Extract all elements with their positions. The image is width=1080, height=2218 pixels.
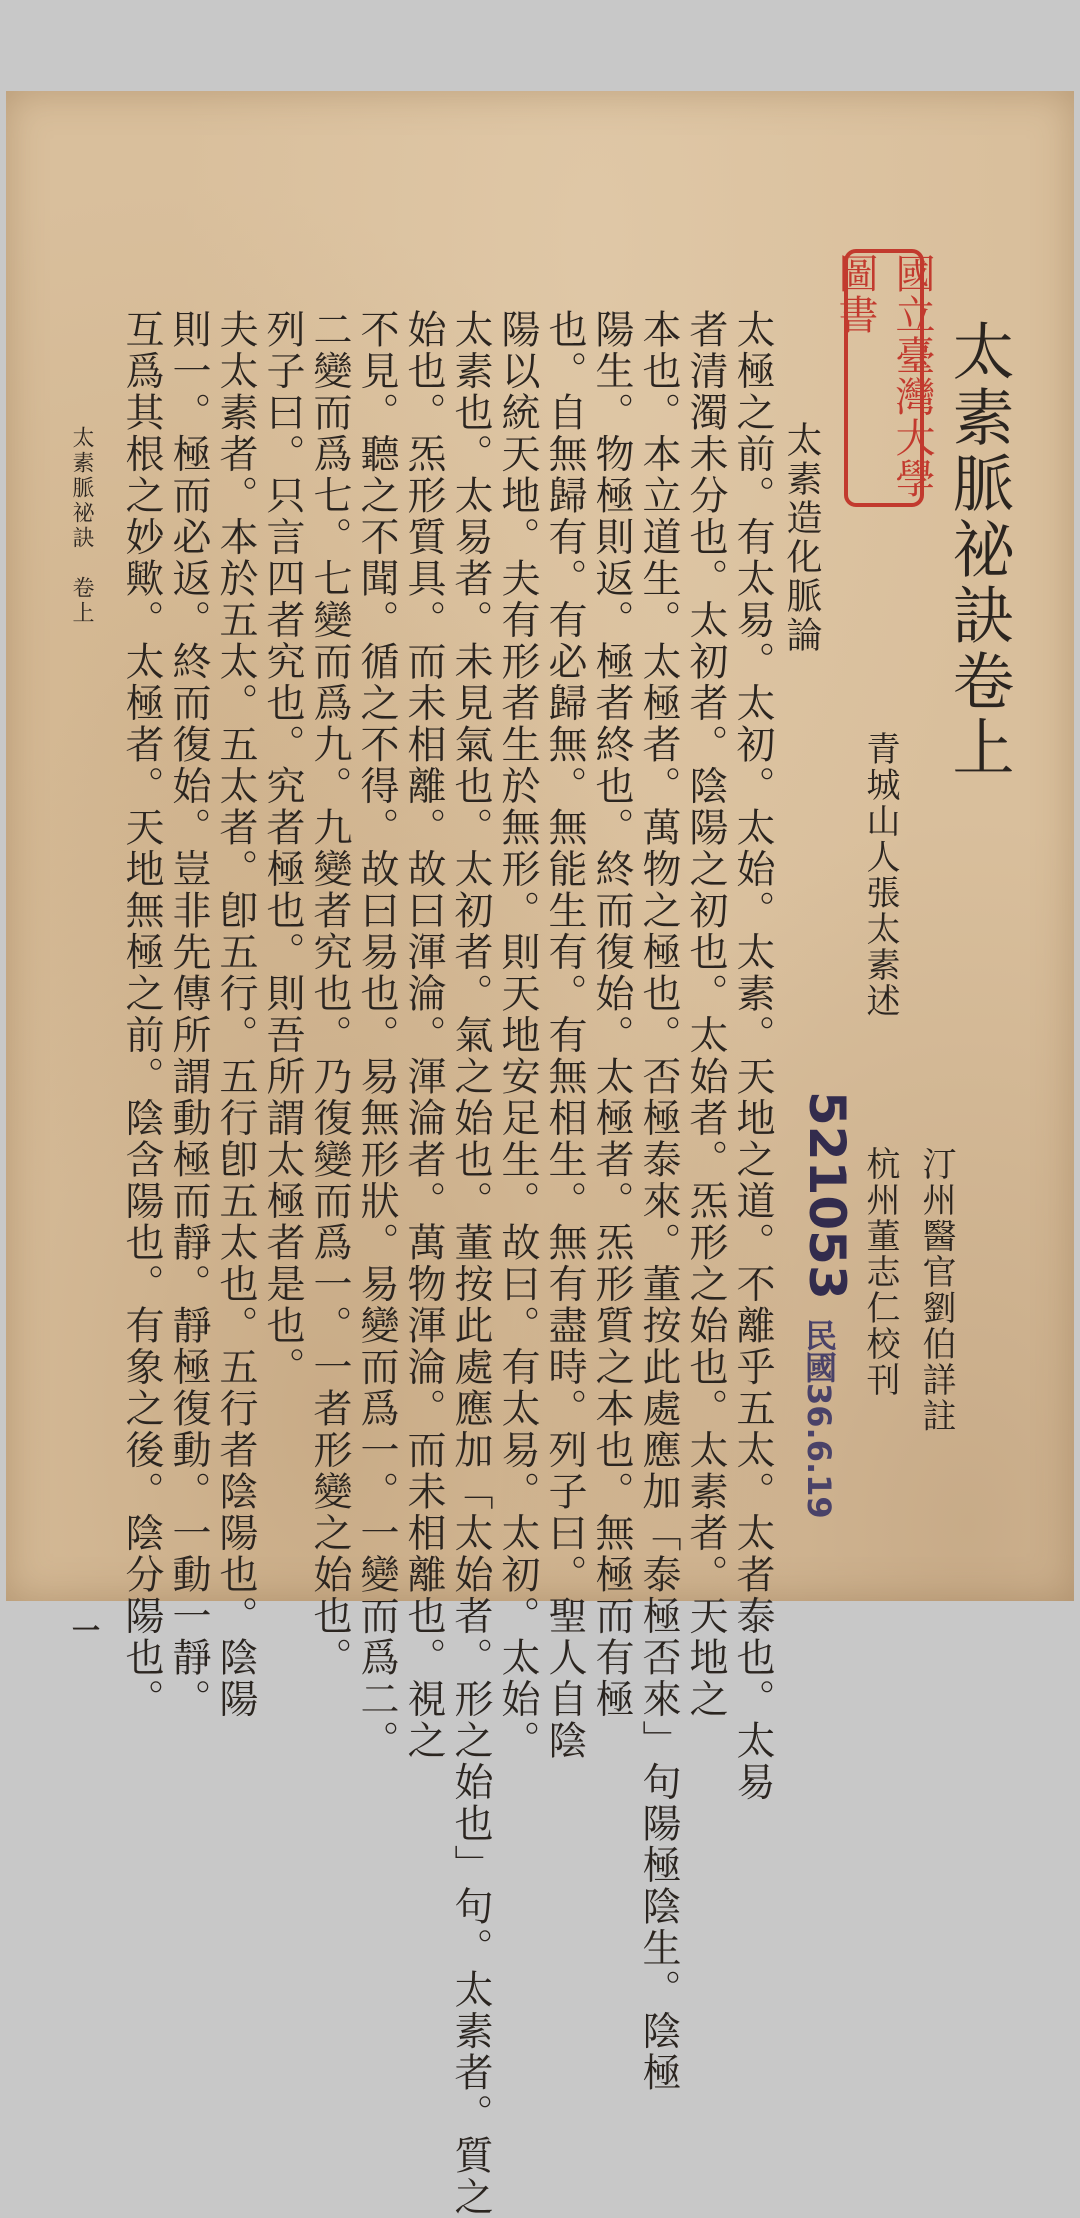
text-column-13: 則一。極而必返。終而復始。豈非先傳所謂動極而靜。靜極復動。一動一靜。 (166, 309, 211, 1720)
text-column-14: 互爲其根之妙歟。太極者。天地無極之前。陰含陽也。有象之後。陰分陽也。 (119, 309, 164, 1720)
text-column-8: 始也。炁形質具。而未相離。故曰渾淪。渾淪者。萬物渾淪。而未相離也。視之 (401, 309, 446, 1762)
book-page (6, 91, 1074, 2218)
text-column-7: 太素也。太易者。未見氣也。太初者。氣之始也。董按此處應加「太始者。形之始也」句。太素者。質之 (448, 309, 493, 2218)
text-column-9: 不見。聽之不聞。循之不得。故曰易也。易無形狀。易變而爲一。一變而爲二。 (354, 309, 399, 1762)
library-seal-text: 國立臺灣大學圖書 (832, 253, 935, 499)
text-column-6: 陽以統天地。夫有形者生於無形。則天地安足生。故曰。有太易。太初。太始。 (495, 309, 540, 1762)
accession-date-stamp: 民國36.6.19 (800, 1319, 838, 1519)
book-title: 太素脈祕訣卷上 (942, 319, 1015, 781)
text-column-12: 夫太素者。本於五太。五太者。卽五行。五行卽五太也。五行者陰陽也。陰陽 (213, 309, 258, 1720)
editor-line: 杭州董志仁校刊 (860, 1146, 900, 1398)
author-line: 青城山人張太素述 (860, 731, 900, 1019)
text-column-1: 太極之前。有太易。太初。太始。太素。天地之道。不離乎五太。太者泰也。太易 (730, 309, 775, 1803)
section-title: 太素造化脈論 (781, 421, 822, 655)
accession-number-stamp: 521053 (798, 1091, 856, 1300)
text-column-5: 也。自無歸有。有必歸無。無能生有。有無相生。無有盡時。列子曰。聖人自陰 (542, 309, 587, 1762)
text-column-11: 列子曰。只言四者究也。究者極也。則吾所謂太極者是也。 (260, 309, 305, 1388)
text-column-4: 陽生。物極則返。極者終也。終而復始。太極者。炁形質之本也。無極而有極 (589, 309, 634, 1720)
text-column-3: 本也。本立道生。太極者。萬物之極也。否極泰來。董按此處應加「泰極否來」句陽極陰生。陰極 (636, 309, 681, 2094)
annotator-line: 汀州醫官劉伯詳註 (916, 1146, 956, 1434)
library-seal (832, 249, 935, 507)
margin-label: 太素脈祕訣 卷上 (69, 426, 94, 626)
text-column-10: 二變而爲七。七變而爲九。九變者究也。乃復變而爲一。一者形變之始也。 (307, 309, 352, 1679)
page-number: 一 (72, 1614, 101, 1647)
text-column-2: 者清濁未分也。太初者。陰陽之初也。太始者。炁形之始也。太素者。天地之 (683, 309, 728, 1720)
